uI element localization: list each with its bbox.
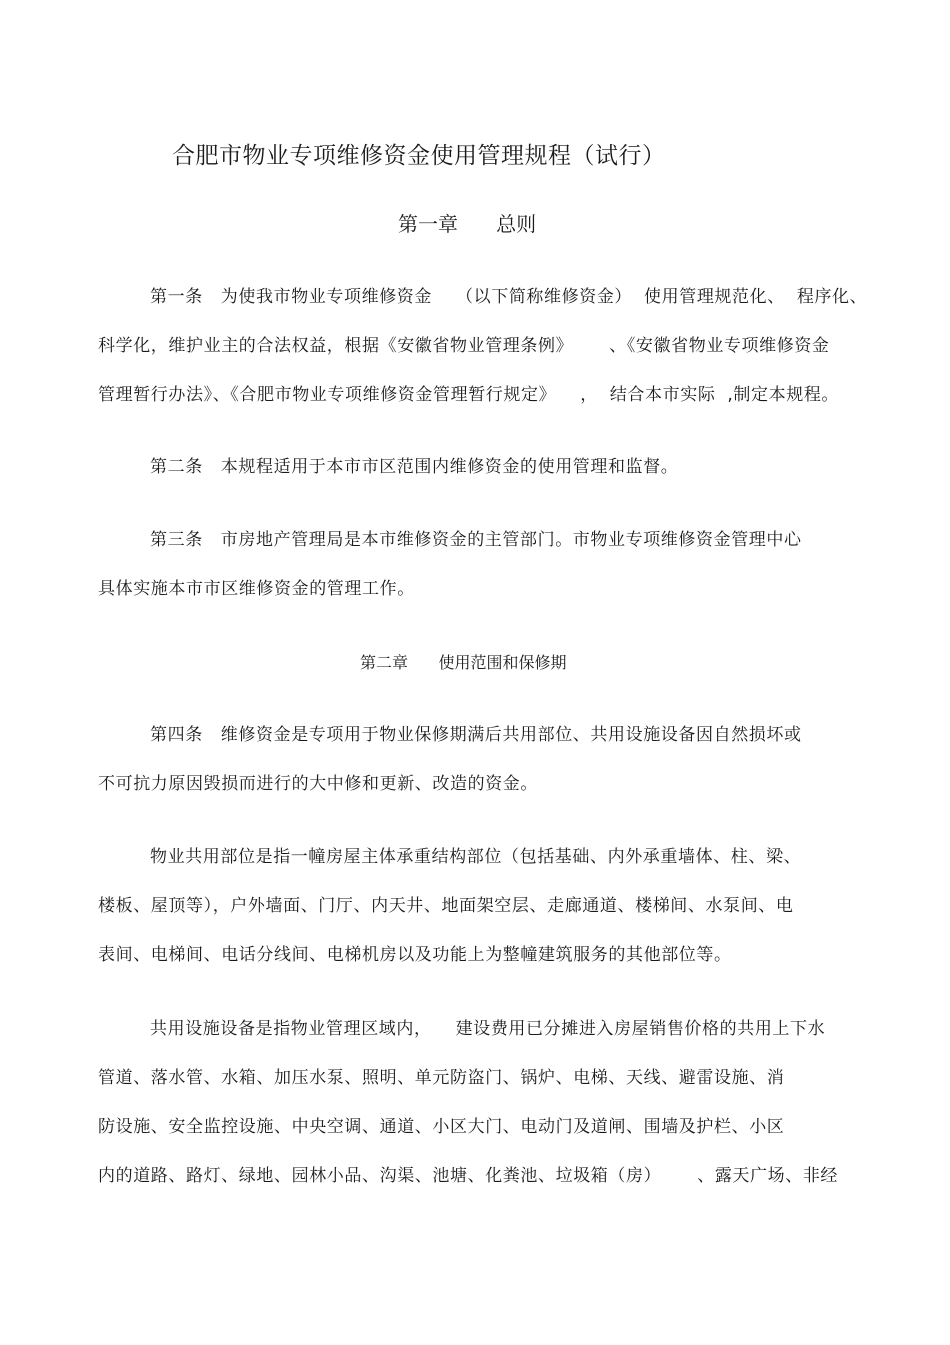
- text-line: 共用设施设备是指物业管理区域内， 建设费用已分摊进入房屋销售价格的共用上下水: [150, 1019, 826, 1039]
- text-line: 第二条 本规程适用于本市市区范围内维修资金的使用管理和监督。: [150, 457, 679, 477]
- text-line: 物业共用部位是指一幢房屋主体承重结构部位（包括基础、内外承重墙体、柱、梁、: [150, 847, 802, 867]
- text-line: 第一条 为使我市物业专项维修资金 （以下简称维修资金） 使用管理规范化、 程序化、: [150, 287, 868, 307]
- text-line: 表间、电梯间、电话分线间、电梯机房以及功能上为整幢建筑服务的其他部位等。: [98, 945, 732, 965]
- chapter-heading-1: 第一章 总则: [398, 212, 537, 236]
- text-line: 第三条 市房地产管理局是本市维修资金的主管部门。市物业专项维修资金管理中心: [150, 530, 802, 550]
- text-line: 不可抗力原因毁损而进行的大中修和更新、改造的资金。: [98, 774, 538, 794]
- document-title: 合肥市物业专项维修资金使用管理规程（试行）: [172, 143, 666, 169]
- text-line: 管理暂行办法》、《合肥市物业专项维修资金管理暂行规定》 ， 结合本市实际 ,制定本规程。: [98, 385, 840, 405]
- text-line: 管道、落水管、水箱、加压水泵、照明、单元防盗门、锅炉、电梯、天线、避雷设施、消: [98, 1068, 785, 1088]
- chapter-heading-2: 第二章 使用范围和保修期: [360, 653, 567, 672]
- text-line: 防设施、安全监控设施、中央空调、通道、小区大门、电动门及道闸、围墙及护栏、小区: [98, 1117, 785, 1137]
- text-line: 具体实施本市市区维修资金的管理工作。: [98, 579, 415, 599]
- text-line: 内的道路、路灯、绿地、园林小品、沟渠、池塘、化粪池、垃圾箱（房） 、露天广场、非经: [98, 1166, 839, 1186]
- text-line: 第四条 维修资金是专项用于物业保修期满后共用部位、共用设施设备因自然损坏或: [150, 725, 802, 745]
- text-line: 科学化，维护业主的合法权益，根据《安徽省物业管理条例》 、《安徽省物业专项维修资金: [98, 336, 830, 356]
- text-line: 楼板、屋顶等），户外墙面、门厅、内天井、地面架空层、走廊通道、楼梯间、水泵间、电: [98, 896, 794, 916]
